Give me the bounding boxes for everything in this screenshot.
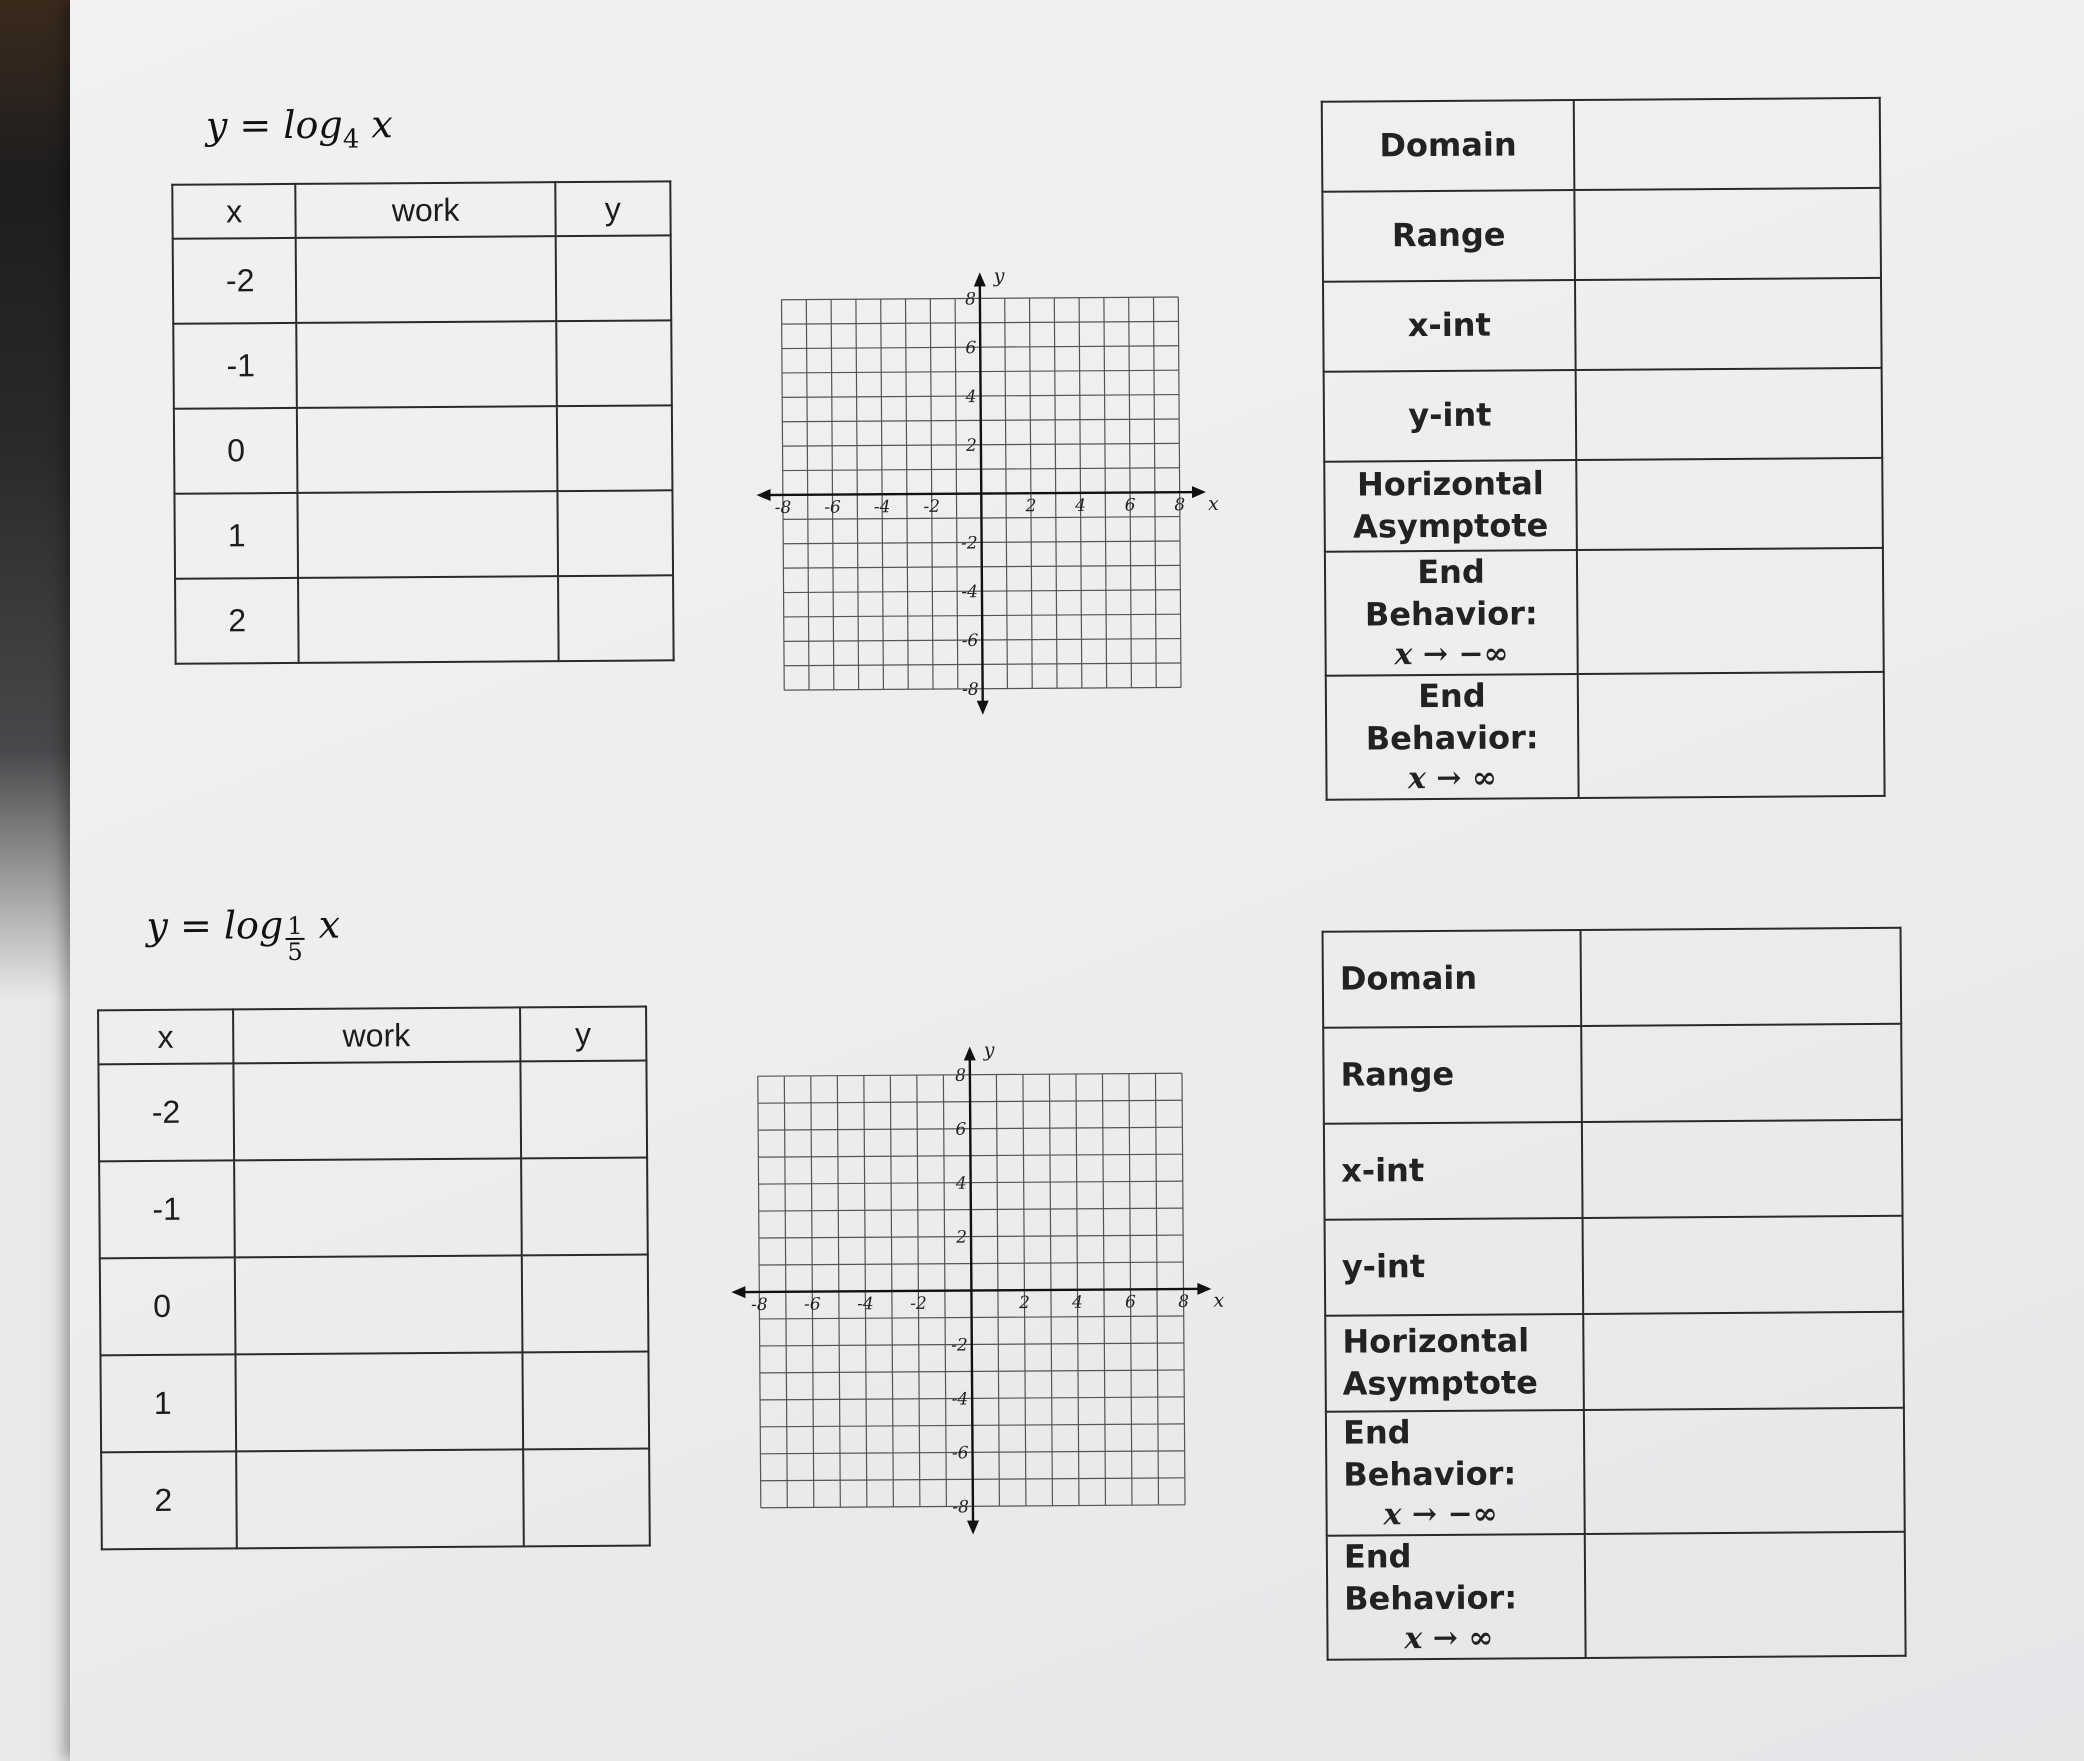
y-axis-arrow-up (974, 272, 986, 286)
property-label-line1: End Behavior: (1364, 552, 1538, 634)
work-cell[interactable] (297, 321, 557, 408)
property-answer-cell[interactable] (1574, 98, 1881, 190)
property-answer-cell[interactable] (1575, 278, 1882, 370)
fraction-numerator: 1 (287, 911, 303, 941)
property-row (1322, 98, 1881, 192)
coordinate-grid-1[interactable] (737, 256, 1250, 745)
property-row (1322, 188, 1881, 282)
properties-table-2 (1322, 927, 1907, 1661)
x-tick-label: -2 (910, 1293, 927, 1314)
fraction-denominator: 5 (287, 937, 303, 967)
x-value: 1 (174, 493, 298, 579)
property-row (1325, 1216, 1904, 1316)
y-tick-label: 2 (966, 435, 978, 456)
property-answer-cell[interactable] (1581, 928, 1902, 1026)
equation-1-base: 4 (342, 124, 360, 155)
x-tick-label: 6 (1125, 1292, 1137, 1313)
work-cell[interactable] (233, 1061, 521, 1160)
y-tick-label: 6 (955, 1119, 967, 1140)
y-tick-label: -2 (960, 533, 978, 554)
table-row (173, 320, 672, 408)
equation-2-variable: x (318, 902, 341, 947)
property-label: Domain (1323, 930, 1582, 1028)
x-value: 0 (174, 408, 298, 494)
y-axis-label: y (993, 265, 1005, 288)
property-label: y-int (1325, 1218, 1584, 1316)
y-tick-label: -6 (961, 630, 979, 652)
property-answer-cell[interactable] (1583, 1216, 1904, 1314)
property-answer-cell[interactable] (1585, 1532, 1906, 1658)
x-tick-label: 8 (1178, 1291, 1190, 1313)
xy-table-header (172, 181, 670, 238)
x-value: 2 (101, 1451, 236, 1549)
x-tick-label: 6 (1124, 495, 1136, 516)
y-cell[interactable] (557, 490, 673, 576)
property-label: Range (1322, 190, 1575, 282)
table-row (100, 1255, 649, 1356)
y-tick-label: 4 (955, 1173, 967, 1194)
property-row (1327, 1532, 1906, 1660)
y-tick-label: 8 (965, 289, 976, 310)
x-tick-label: -6 (804, 1294, 821, 1315)
xy-table-2 (97, 1006, 651, 1551)
work-cell[interactable] (298, 491, 558, 578)
property-answer-cell[interactable] (1574, 188, 1881, 280)
x-value: 1 (100, 1354, 235, 1452)
x-tick-label: -6 (824, 497, 841, 518)
property-row (1326, 672, 1885, 800)
property-answer-cell[interactable] (1578, 672, 1885, 798)
x-axis-label: x (1207, 492, 1219, 515)
property-label (1326, 1410, 1585, 1536)
x-axis-arrow-left (731, 1286, 745, 1298)
x-tick-label: -4 (857, 1294, 874, 1315)
property-answer-cell[interactable] (1583, 1312, 1904, 1410)
x-tick-label: -4 (873, 497, 891, 518)
table-row (98, 1061, 647, 1162)
property-answer-cell[interactable] (1576, 368, 1883, 460)
property-label (1325, 550, 1578, 676)
property-row (1324, 458, 1883, 552)
header-y: y (555, 181, 671, 236)
y-cell[interactable] (555, 235, 671, 321)
x-value: -2 (98, 1063, 233, 1161)
property-label (1325, 1314, 1584, 1412)
x-tick-label: -8 (774, 497, 792, 519)
header-x: x (172, 184, 296, 239)
y-cell[interactable] (522, 1352, 649, 1450)
y-cell[interactable] (523, 1449, 650, 1547)
y-tick-label: -8 (952, 1497, 969, 1518)
y-axis-arrow-down (967, 1521, 979, 1535)
property-label-line2: x → −∞ (1394, 636, 1509, 673)
y-cell[interactable] (521, 1255, 648, 1353)
y-tick-label: 6 (965, 338, 977, 359)
x-tick-label: -2 (923, 496, 941, 517)
y-axis-label: y (983, 1039, 995, 1062)
x-tick-label: 2 (1025, 496, 1037, 517)
y-tick-label: -6 (951, 1443, 969, 1464)
property-row (1325, 548, 1884, 676)
property-row (1323, 1024, 1902, 1124)
x-value: 0 (100, 1257, 235, 1355)
property-row (1324, 368, 1883, 462)
property-row (1323, 928, 1902, 1028)
property-label: Range (1323, 1026, 1582, 1124)
equation-2-prefix: y = log (146, 903, 284, 948)
property-label-line1: End Behavior: (1365, 676, 1539, 758)
header-work: work (233, 1007, 520, 1063)
y-axis-arrow-down (977, 701, 989, 715)
property-label (1324, 460, 1577, 552)
work-cell[interactable] (236, 1449, 524, 1548)
property-row (1323, 278, 1882, 372)
property-label: x-int (1323, 280, 1576, 372)
property-label (1327, 1534, 1586, 1660)
work-cell[interactable] (234, 1255, 522, 1354)
header-work: work (296, 182, 556, 238)
property-answer-cell[interactable] (1577, 548, 1884, 674)
property-label-line1: End Behavior: (1343, 1537, 1518, 1618)
property-label-line2: x → −∞ (1383, 1496, 1498, 1533)
property-label-line2: x → ∞ (1407, 760, 1498, 797)
property-answer-cell[interactable] (1576, 458, 1883, 550)
x-value: 2 (175, 578, 299, 664)
property-answer-cell[interactable] (1582, 1120, 1903, 1218)
x-value: -2 (173, 238, 297, 324)
work-cell[interactable] (234, 1158, 522, 1257)
property-label-line1: Horizontal (1342, 1321, 1530, 1362)
work-cell[interactable] (297, 406, 557, 493)
header-y: y (520, 1007, 647, 1062)
y-tick-label: -8 (962, 679, 979, 700)
y-cell[interactable] (520, 1061, 647, 1159)
y-axis (980, 276, 983, 710)
properties-table-1 (1321, 97, 1886, 801)
y-tick-label: 8 (955, 1065, 966, 1086)
property-label: y-int (1324, 370, 1577, 462)
table-row (99, 1158, 648, 1259)
table-row (175, 575, 674, 663)
y-tick-label: -4 (951, 1389, 969, 1410)
property-row (1324, 1120, 1903, 1220)
table-row (101, 1449, 650, 1550)
y-axis (970, 1050, 973, 1530)
xy-table-1 (171, 180, 674, 664)
table-row (100, 1352, 649, 1453)
y-axis-arrow-up (964, 1046, 976, 1060)
y-cell[interactable] (558, 575, 674, 661)
x-axis-arrow-right (1197, 1283, 1211, 1295)
property-label-line2: Asymptote (1342, 1363, 1539, 1403)
equation-1-prefix: y = log (205, 102, 343, 148)
property-label-line2: x → ∞ (1404, 1620, 1494, 1657)
x-axis-label: x (1213, 1289, 1225, 1312)
x-value: -1 (99, 1160, 234, 1258)
work-cell[interactable] (299, 576, 559, 663)
y-tick-label: 2 (956, 1227, 968, 1248)
property-label-line1: Horizontal (1356, 464, 1544, 504)
y-tick-label: -2 (951, 1335, 968, 1356)
y-cell[interactable] (556, 320, 672, 406)
table-row (174, 405, 673, 493)
property-label (1326, 674, 1579, 800)
y-cell[interactable] (521, 1158, 648, 1256)
property-label-line2: Asymptote (1352, 506, 1549, 546)
work-cell[interactable] (296, 236, 556, 323)
table-row (174, 490, 673, 578)
property-row (1326, 1408, 1905, 1536)
work-cell[interactable] (235, 1352, 523, 1451)
property-label-line1: End Behavior: (1342, 1413, 1517, 1494)
equation-1-variable: x (371, 102, 393, 147)
x-tick-label: 4 (1075, 495, 1087, 516)
x-axis-arrow-left (757, 489, 771, 501)
equation-1 (205, 102, 393, 155)
x-value: -1 (173, 323, 297, 409)
table-row (173, 235, 672, 323)
y-cell[interactable] (557, 405, 673, 491)
property-row (1325, 1312, 1904, 1412)
x-tick-label: 2 (1019, 1293, 1031, 1314)
equation-2-base-fraction (285, 911, 305, 967)
property-answer-cell[interactable] (1584, 1408, 1905, 1534)
coordinate-grid-2[interactable] (712, 1031, 1256, 1565)
x-tick-label: -8 (751, 1294, 768, 1316)
y-tick-label: -4 (961, 582, 979, 603)
x-tick-label: 4 (1072, 1292, 1084, 1313)
property-answer-cell[interactable] (1581, 1024, 1902, 1122)
property-label: Domain (1322, 100, 1575, 192)
header-x: x (98, 1009, 233, 1064)
y-tick-label: 4 (965, 386, 977, 408)
equation-2 (146, 903, 340, 965)
xy-table-header (98, 1007, 646, 1065)
x-axis-arrow-right (1192, 486, 1206, 498)
x-tick-label: 8 (1174, 495, 1186, 516)
property-label: x-int (1324, 1122, 1583, 1220)
